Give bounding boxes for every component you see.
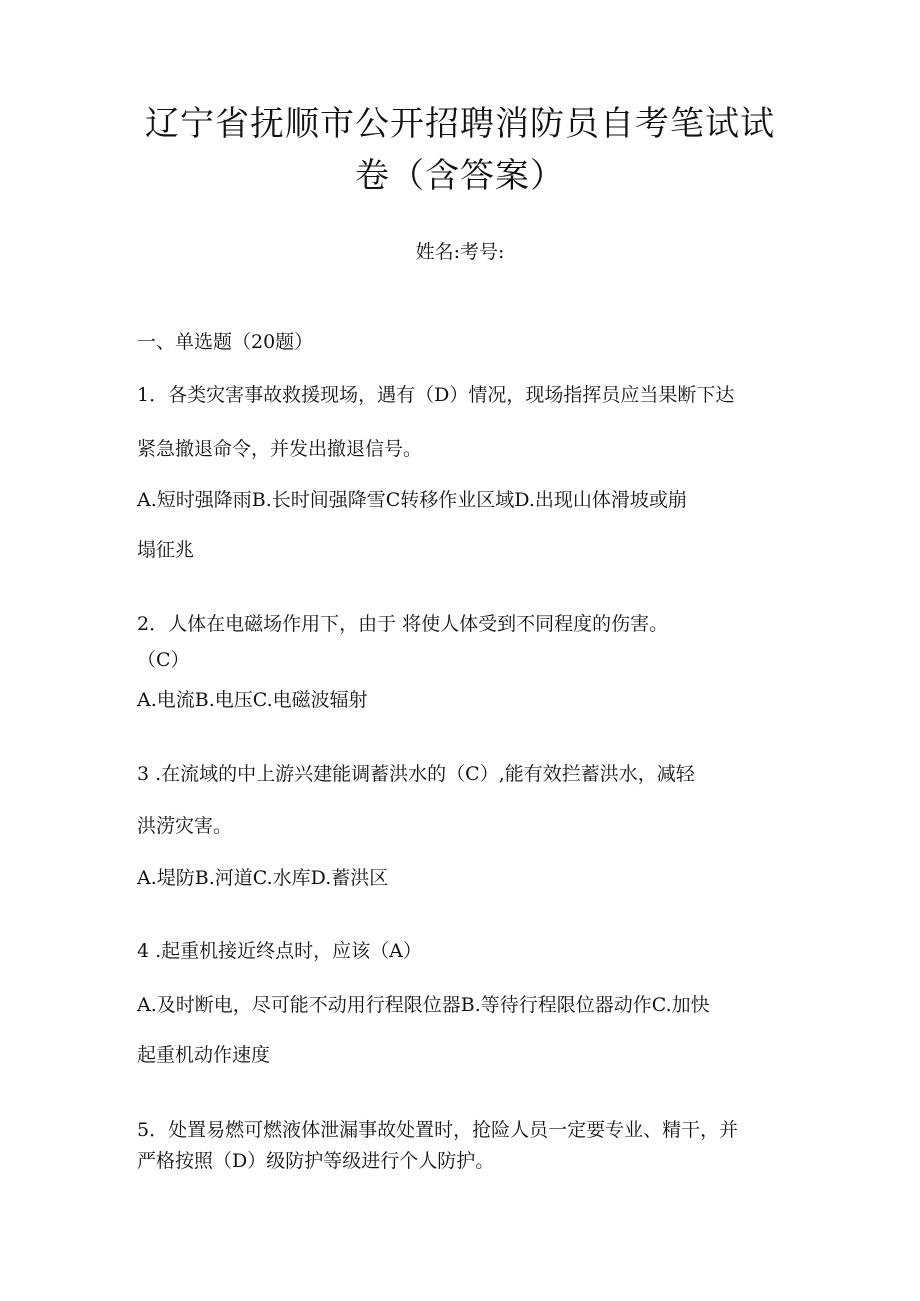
q3-stem-line1: 3 .在流域的中上游兴建能调蓄洪水的（C）,能有效拦蓄洪水，减轻 xyxy=(137,763,695,785)
q4-options-line1: A.及时断电，尽可能不动用行程限位器B.等待行程限位器动作C.加快 xyxy=(137,994,710,1016)
section-heading: 一、单选题（20题） xyxy=(137,331,314,353)
q2-stem-line1: 2．人体在电磁场作用下，由于 将使人体受到不同程度的伤害。 xyxy=(137,613,669,635)
doc-title-line2: 卷（含答案） xyxy=(355,156,565,196)
q5-stem-line2: 严格按照（D）级防护等级进行个人防护。 xyxy=(137,1150,495,1172)
q1-stem-line1: 1．各类灾害事故救援现场，遇有（D）情况，现场指挥员应当果断下达 xyxy=(137,384,735,406)
q3-options-line1: A.堤防B.河道C.水库D.蓄洪区 xyxy=(137,867,389,889)
q2-stem-line2: （C） xyxy=(137,649,190,671)
doc-title-line1: 辽宁省抚顺市公开招聘消防员自考笔试试 xyxy=(145,104,775,144)
q5-stem-line1: 5．处置易燃可燃液体泄漏事故处置时，抢险人员一定要专业、精干，并 xyxy=(137,1119,739,1141)
q1-options-line1: A.短时强降雨B.长时间强降雪C转移作业区域D.出现山体滑坡或崩 xyxy=(137,489,687,511)
q3-stem-line2: 洪涝灾害。 xyxy=(137,815,233,837)
q1-stem-line2: 紧急撤退命令，并发出撤退信号。 xyxy=(137,438,423,460)
q2-options-line1: A.电流B.电压C.电磁波辐射 xyxy=(137,689,368,711)
name-exam-number: 姓名:考号: xyxy=(415,241,505,263)
q4-options-line2: 起重机动作速度 xyxy=(137,1044,271,1066)
q4-stem-line1: 4 .起重机接近终点时，应该（A） xyxy=(137,940,422,962)
q1-options-line2: 塌征兆 xyxy=(137,539,195,561)
